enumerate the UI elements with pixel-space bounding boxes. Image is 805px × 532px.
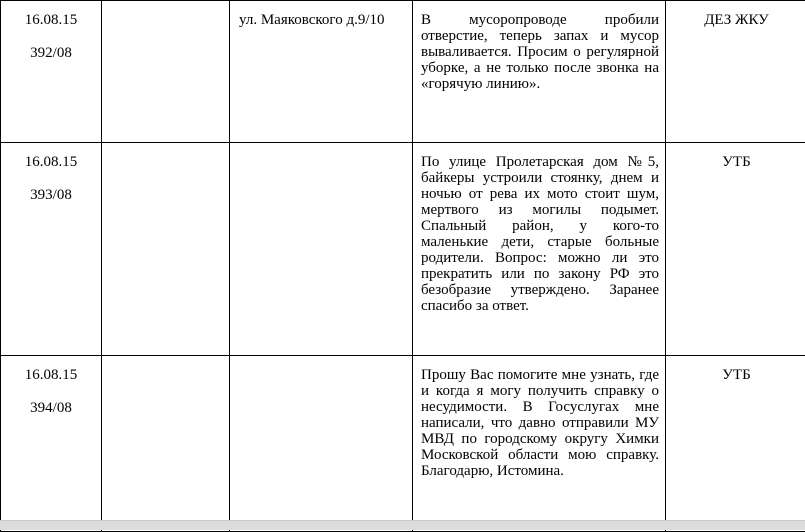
row-date: 16.08.15	[1, 143, 101, 170]
row-message: Прошу Вас помогите мне узнать, где и когда я могу получить справку о несудимости. В Госуслугах мне написали, что давно отправили МУ МВД по городскому округу Химки Московской области мою справку. Благодарю, Истомина.	[413, 356, 665, 479]
blank-cell	[102, 143, 230, 356]
row-date: 16.08.15	[1, 356, 101, 383]
row-organization: ДЕЗ ЖКУ	[666, 1, 805, 28]
row-organization: УТБ	[666, 356, 805, 383]
row-address	[230, 143, 412, 154]
organization-cell	[666, 1, 805, 143]
organization-cell	[666, 356, 805, 532]
row-message: По улице Пролетарская дом №5, байкеры устроили стоянку, днем и ночью от рева их мото стоит шум, мертвого из могилы подымет. Спальный район, у кого-то маленькие дети, старые больные родители. Вопрос: можно ли это прекратить или по закону РФ это безобразие утверждено. Заранее спасибо за ответ.	[413, 143, 665, 314]
address-cell	[230, 1, 413, 143]
message-cell	[413, 356, 666, 532]
row-organization: УТБ	[666, 143, 805, 170]
row-address: ул. Маяковского д.9/10	[230, 1, 412, 28]
row-number: 392/08	[1, 28, 101, 61]
row-message: В мусоропроводе пробили отверстие, теперь запах и мусор вываливается. Просим о регулярной уборке, а не только после звонка на «горячую линию».	[413, 1, 665, 92]
row-number: 393/08	[1, 170, 101, 203]
address-cell	[230, 143, 413, 356]
id-cell	[1, 356, 102, 532]
table-row	[1, 356, 805, 532]
row-date: 16.08.15	[1, 1, 101, 28]
blank-cell	[102, 356, 230, 532]
message-cell	[413, 1, 666, 143]
id-cell	[1, 143, 102, 356]
message-cell	[413, 143, 666, 356]
table-row	[1, 1, 805, 143]
table-row	[1, 143, 805, 356]
organization-cell	[666, 143, 805, 356]
address-cell	[230, 356, 413, 532]
blank-cell	[102, 1, 230, 143]
row-address	[230, 356, 412, 367]
row-number: 394/08	[1, 383, 101, 416]
id-cell	[1, 1, 102, 143]
